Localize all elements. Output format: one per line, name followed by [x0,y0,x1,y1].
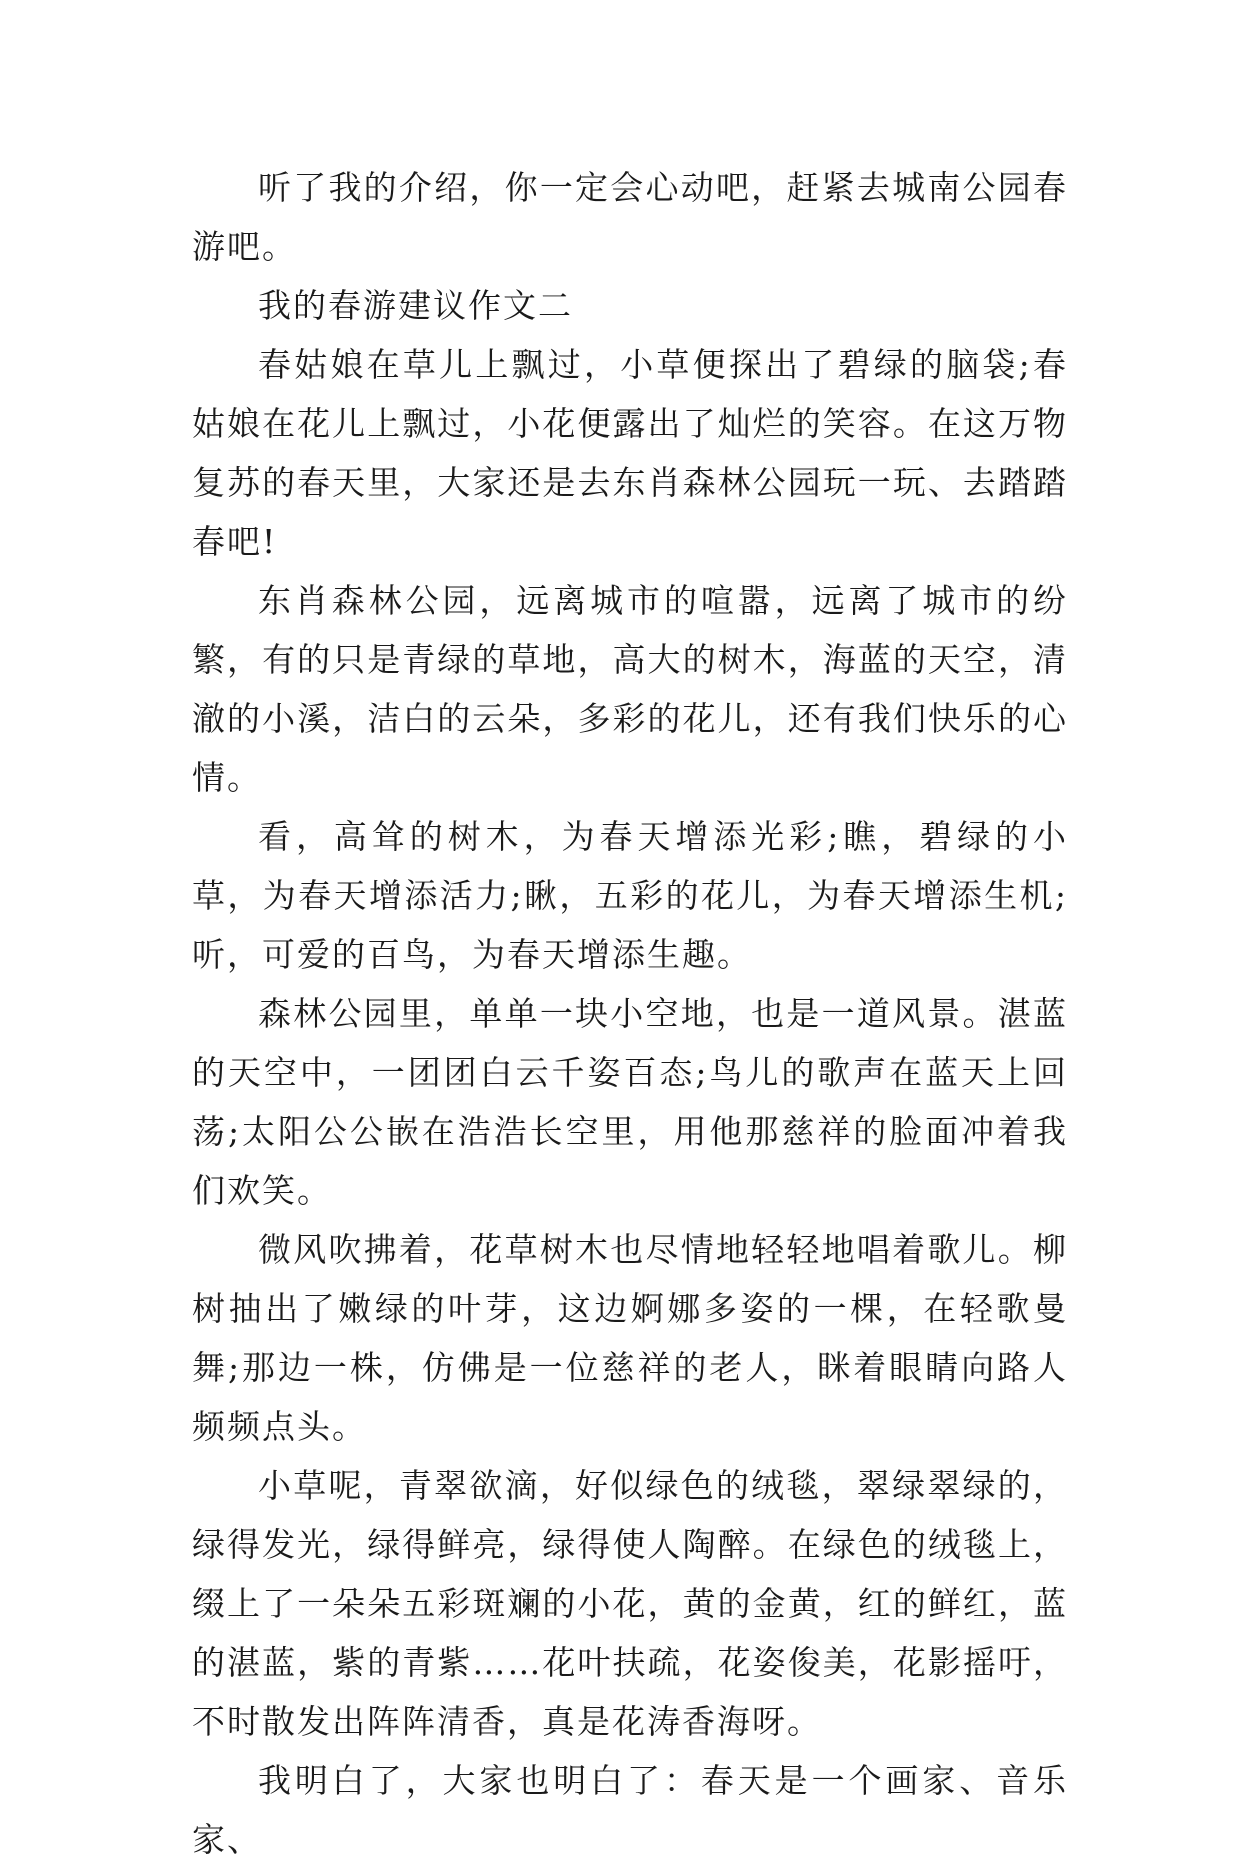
paragraph: 看，高耸的树木，为春天增添光彩;瞧，碧绿的小草，为春天增添活力;瞅，五彩的花儿，为春天增添生机;听，可爱的百鸟，为春天增添生趣。 [192,817,1068,974]
paragraph: 森林公园里，单单一块小空地，也是一道风景。湛蓝的天空中，一团团白云千姿百态;鸟儿的歌声在蓝天上回荡;太阳公公嵌在浩浩长空里，用他那慈祥的脸面冲着我们欢笑。 [192,994,1068,1210]
paragraph: 我明白了，大家也明白了：春天是一个画家、音乐家、 [192,1761,1068,1859]
paragraph: 东肖森林公园，远离城市的喧嚣，远离了城市的纷繁，有的只是青绿的草地，高大的树木，海蓝的天空，清澈的小溪，洁白的云朵，多彩的花儿，还有我们快乐的心情。 [192,581,1068,797]
paragraph: 微风吹拂着，花草树木也尽情地轻轻地唱着歌儿。柳树抽出了嫩绿的叶芽，这边婀娜多姿的一棵，在轻歌曼舞;那边一株，仿佛是一位慈祥的老人，眯着眼睛向路人频频点头。 [192,1230,1068,1446]
paragraph: 春姑娘在草儿上飘过，小草便探出了碧绿的脑袋;春姑娘在花儿上飘过，小花便露出了灿烂的笑容。在这万物复苏的春天里，大家还是去东肖森林公园玩一玩、去踏踏春吧! [192,345,1068,561]
paragraph: 听了我的介绍，你一定会心动吧，赶紧去城南公园春游吧。 [192,168,1068,266]
paragraph: 小草呢，青翠欲滴，好似绿色的绒毯，翠绿翠绿的，绿得发光，绿得鲜亮，绿得使人陶醉。在绿色的绒毯上，缀上了一朵朵五彩斑斓的小花，黄的金黄，红的鲜红，蓝的湛蓝，紫的青紫……花叶扶疏，花姿俊美，花影摇吁，不时散发出阵阵清香，真是花涛香海呀。 [192,1466,1068,1741]
section-heading: 我的春游建议作文二 [258,286,573,325]
document-body [192,158,1068,1869]
